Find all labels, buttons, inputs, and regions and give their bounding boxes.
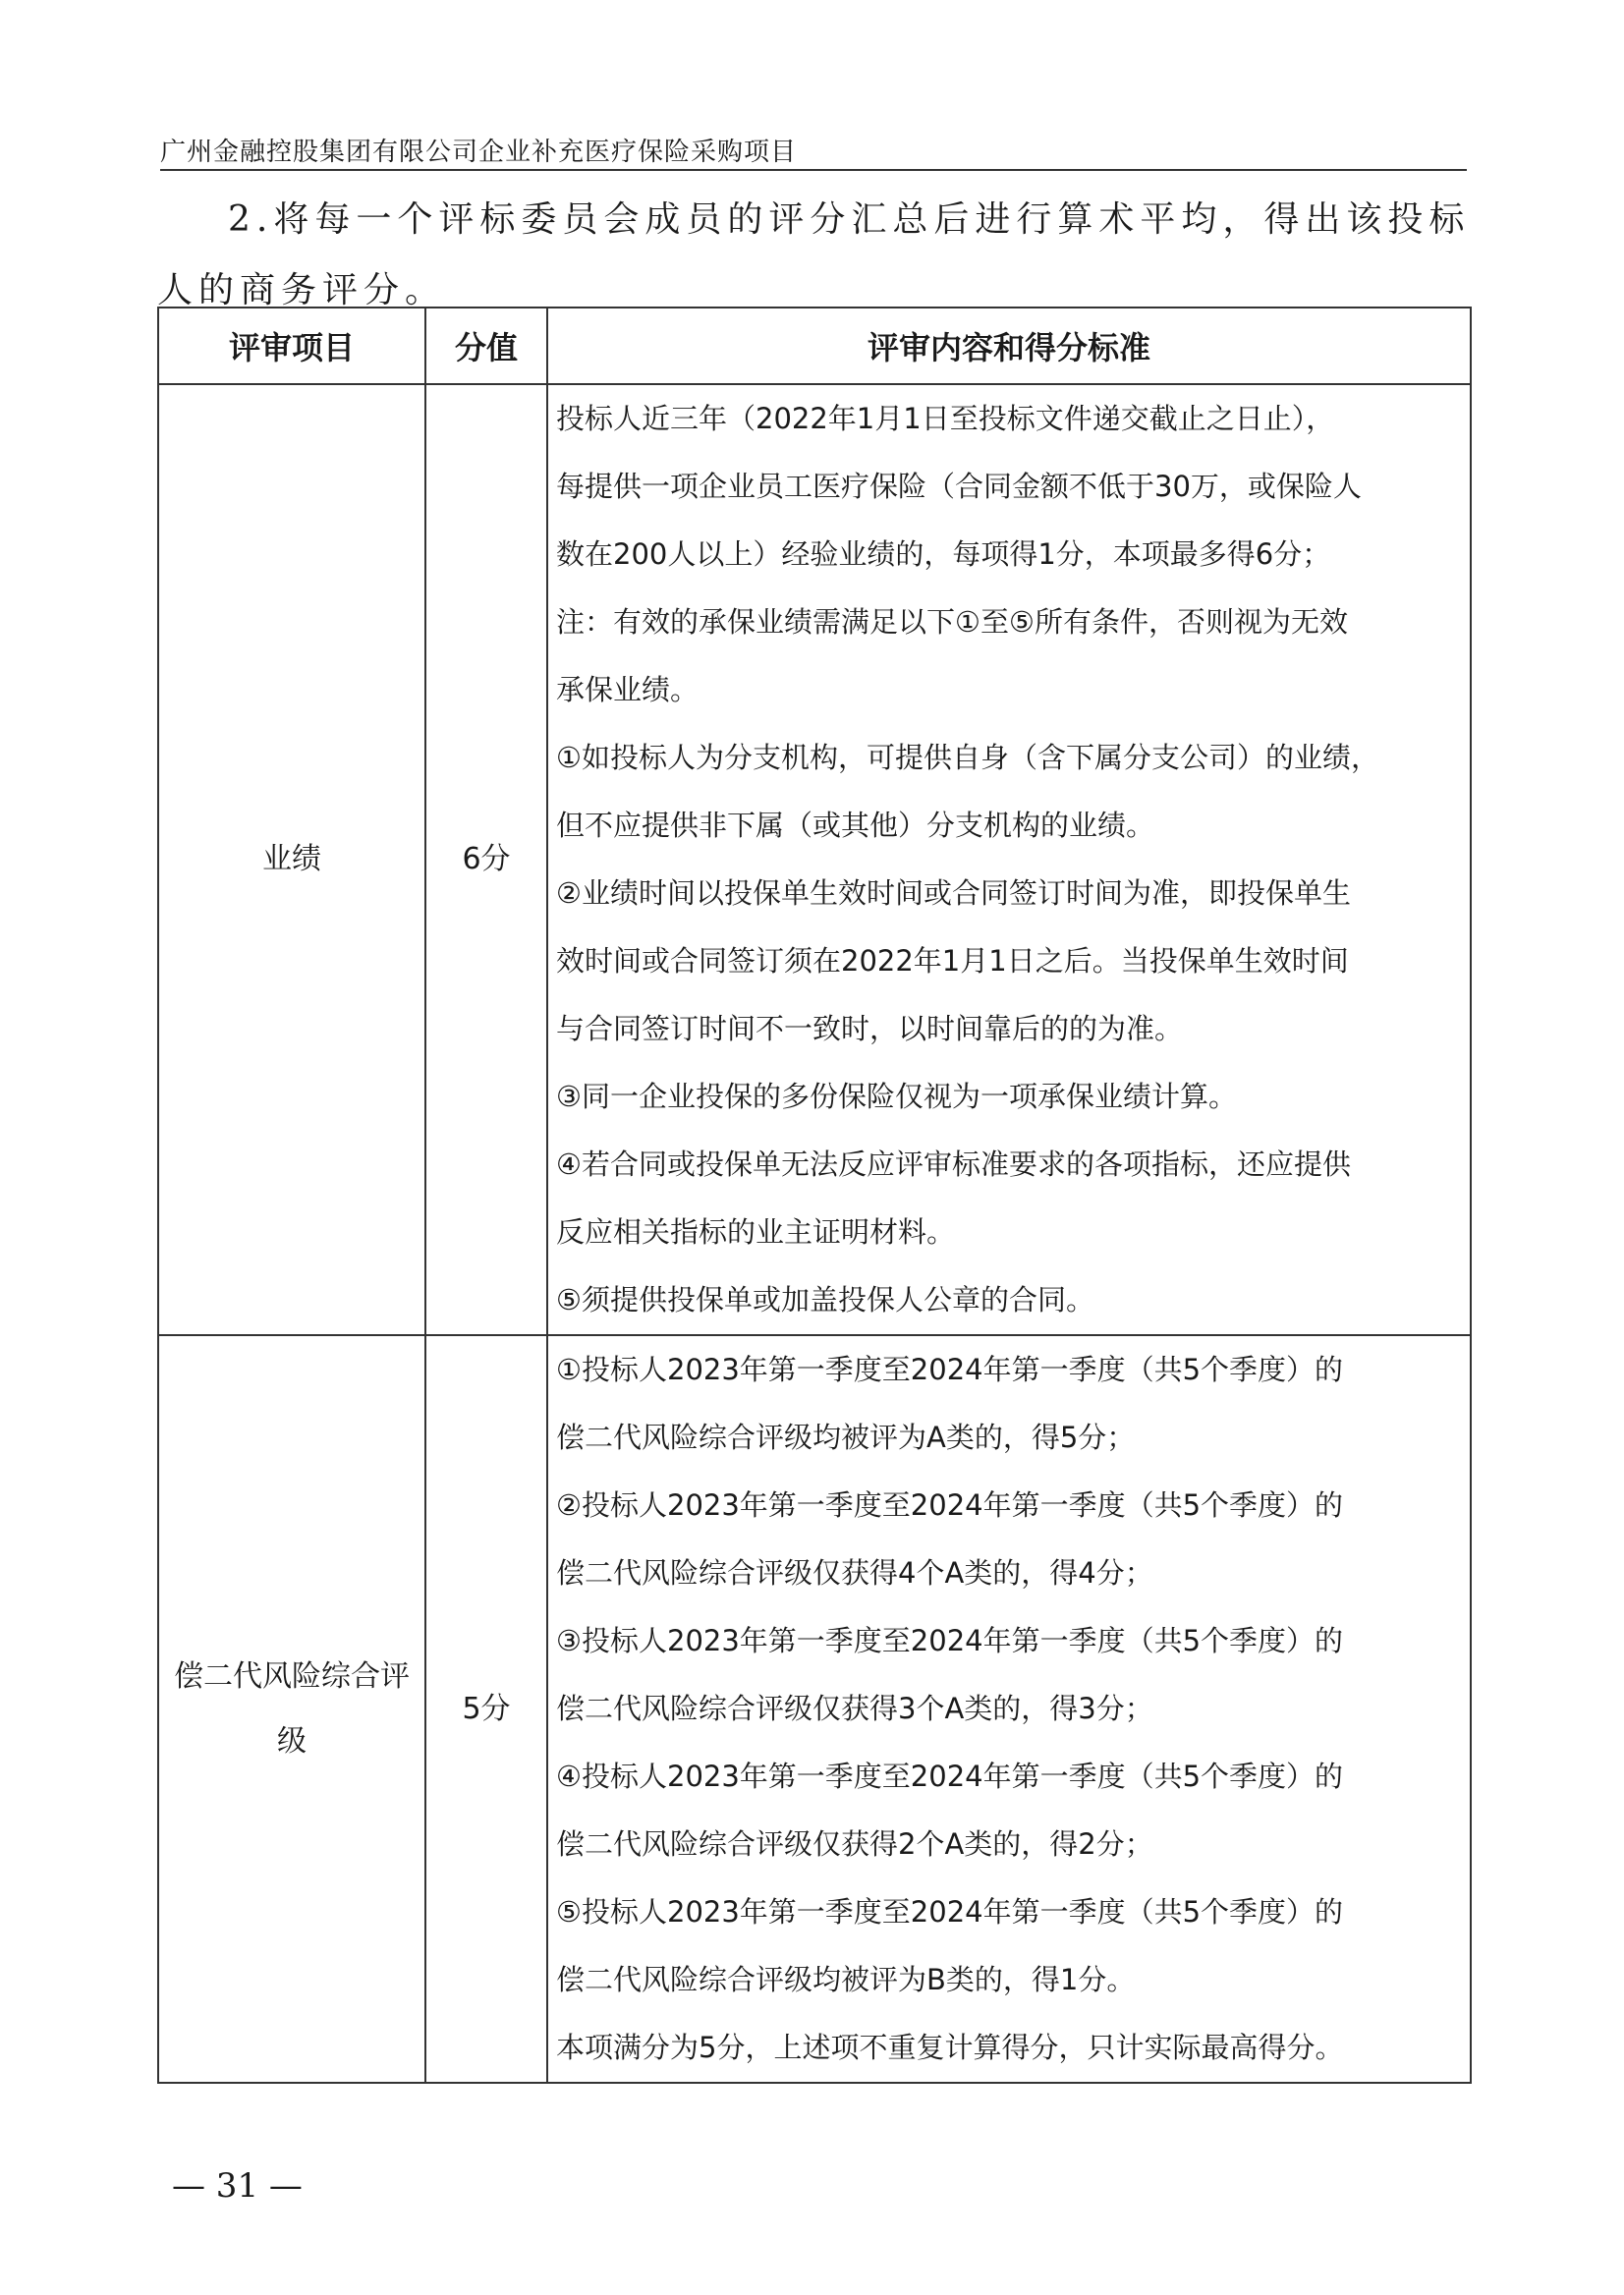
criteria-line: 承保业绩。 [556, 673, 700, 706]
criteria-line: 反应相关指标的业主证明材料。 [556, 1215, 956, 1249]
criteria-line: ⑤须提供投保单或加盖投保人公章的合同。 [556, 1283, 1094, 1316]
criteria-line: ①投标人2023年第一季度至2024年第一季度（共5个季度）的 [556, 1353, 1344, 1386]
criteria-line: ④若合同或投保单无法反应评审标准要求的各项指标，还应提供 [556, 1148, 1351, 1181]
row-criteria-solvency-rating [547, 1335, 1471, 2083]
row-item-performance: 业绩 [158, 384, 425, 1335]
criteria-line: ③投标人2023年第一季度至2024年第一季度（共5个季度）的 [556, 1624, 1344, 1657]
criteria-line: 每提供一项企业员工医疗保险（合同金额不低于30万，或保险人 [556, 470, 1362, 503]
criteria-line: 偿二代风险综合评级均被评为B类的，得1分。 [556, 1963, 1136, 1996]
criteria-line: 偿二代风险综合评级仅获得4个A类的，得4分； [556, 1556, 1153, 1590]
criteria-line: 效时间或合同签订须在2022年1月1日之后。当投保单生效时间 [556, 944, 1349, 978]
intro-paragraph: 2.将每一个评标委员会成员的评分汇总后进行算术平均，得出该投标人的商务评分。 [157, 199, 1471, 310]
criteria-line: 与合同签订时间不一致时，以时间靠后的的为准。 [556, 1012, 1184, 1045]
row-criteria-performance [547, 384, 1471, 1335]
column-header-score: 分值 [425, 308, 547, 384]
column-header-criteria: 评审内容和得分标准 [547, 308, 1471, 384]
criteria-line: 偿二代风险综合评级仅获得3个A类的，得3分； [556, 1692, 1153, 1725]
criteria-line: 偿二代风险综合评级均被评为A类的，得5分； [556, 1421, 1136, 1454]
table-row-solvency-rating [158, 1335, 1471, 2083]
criteria-line: 偿二代风险综合评级仅获得2个A类的，得2分； [556, 1827, 1153, 1861]
header-divider [160, 169, 1467, 171]
criteria-line: 本项满分为5分，上述项不重复计算得分，只计实际最高得分。 [556, 2031, 1344, 2064]
running-header: 广州金融控股集团有限公司企业补充医疗保险采购项目 [160, 138, 798, 167]
criteria-line: 但不应提供非下属（或其他）分支机构的业绩。 [556, 809, 1155, 842]
row-score-solvency-rating: 5分 [425, 1335, 547, 2083]
scoring-table [157, 307, 1472, 2084]
criteria-line: 投标人近三年（2022年1月1日至投标文件递交截止之日止）， [556, 402, 1335, 435]
page-number: — 31 — [172, 2166, 303, 2206]
table-header-row [158, 308, 1471, 384]
column-header-item: 评审项目 [158, 308, 425, 384]
criteria-line: 注：有效的承保业绩需满足以下①至⑤所有条件，否则视为无效 [556, 605, 1348, 639]
criteria-line: 数在200人以上）经验业绩的，每项得1分，本项最多得6分； [556, 537, 1331, 571]
table-row-performance [158, 384, 1471, 1335]
criteria-line: ⑤投标人2023年第一季度至2024年第一季度（共5个季度）的 [556, 1895, 1344, 1929]
criteria-line: ③同一企业投保的多份保险仅视为一项承保业绩计算。 [556, 1080, 1237, 1113]
criteria-line: ①如投标人为分支机构，可提供自身（含下属分支公司）的业绩， [556, 741, 1379, 774]
criteria-line: ④投标人2023年第一季度至2024年第一季度（共5个季度）的 [556, 1760, 1344, 1793]
row-item-solvency-rating: 偿二代风险综合评级 [158, 1335, 425, 2083]
criteria-line: ②投标人2023年第一季度至2024年第一季度（共5个季度）的 [556, 1488, 1344, 1522]
row-score-performance: 6分 [425, 384, 547, 1335]
criteria-line: ②业绩时间以投保单生效时间或合同签订时间为准，即投保单生 [556, 876, 1351, 910]
